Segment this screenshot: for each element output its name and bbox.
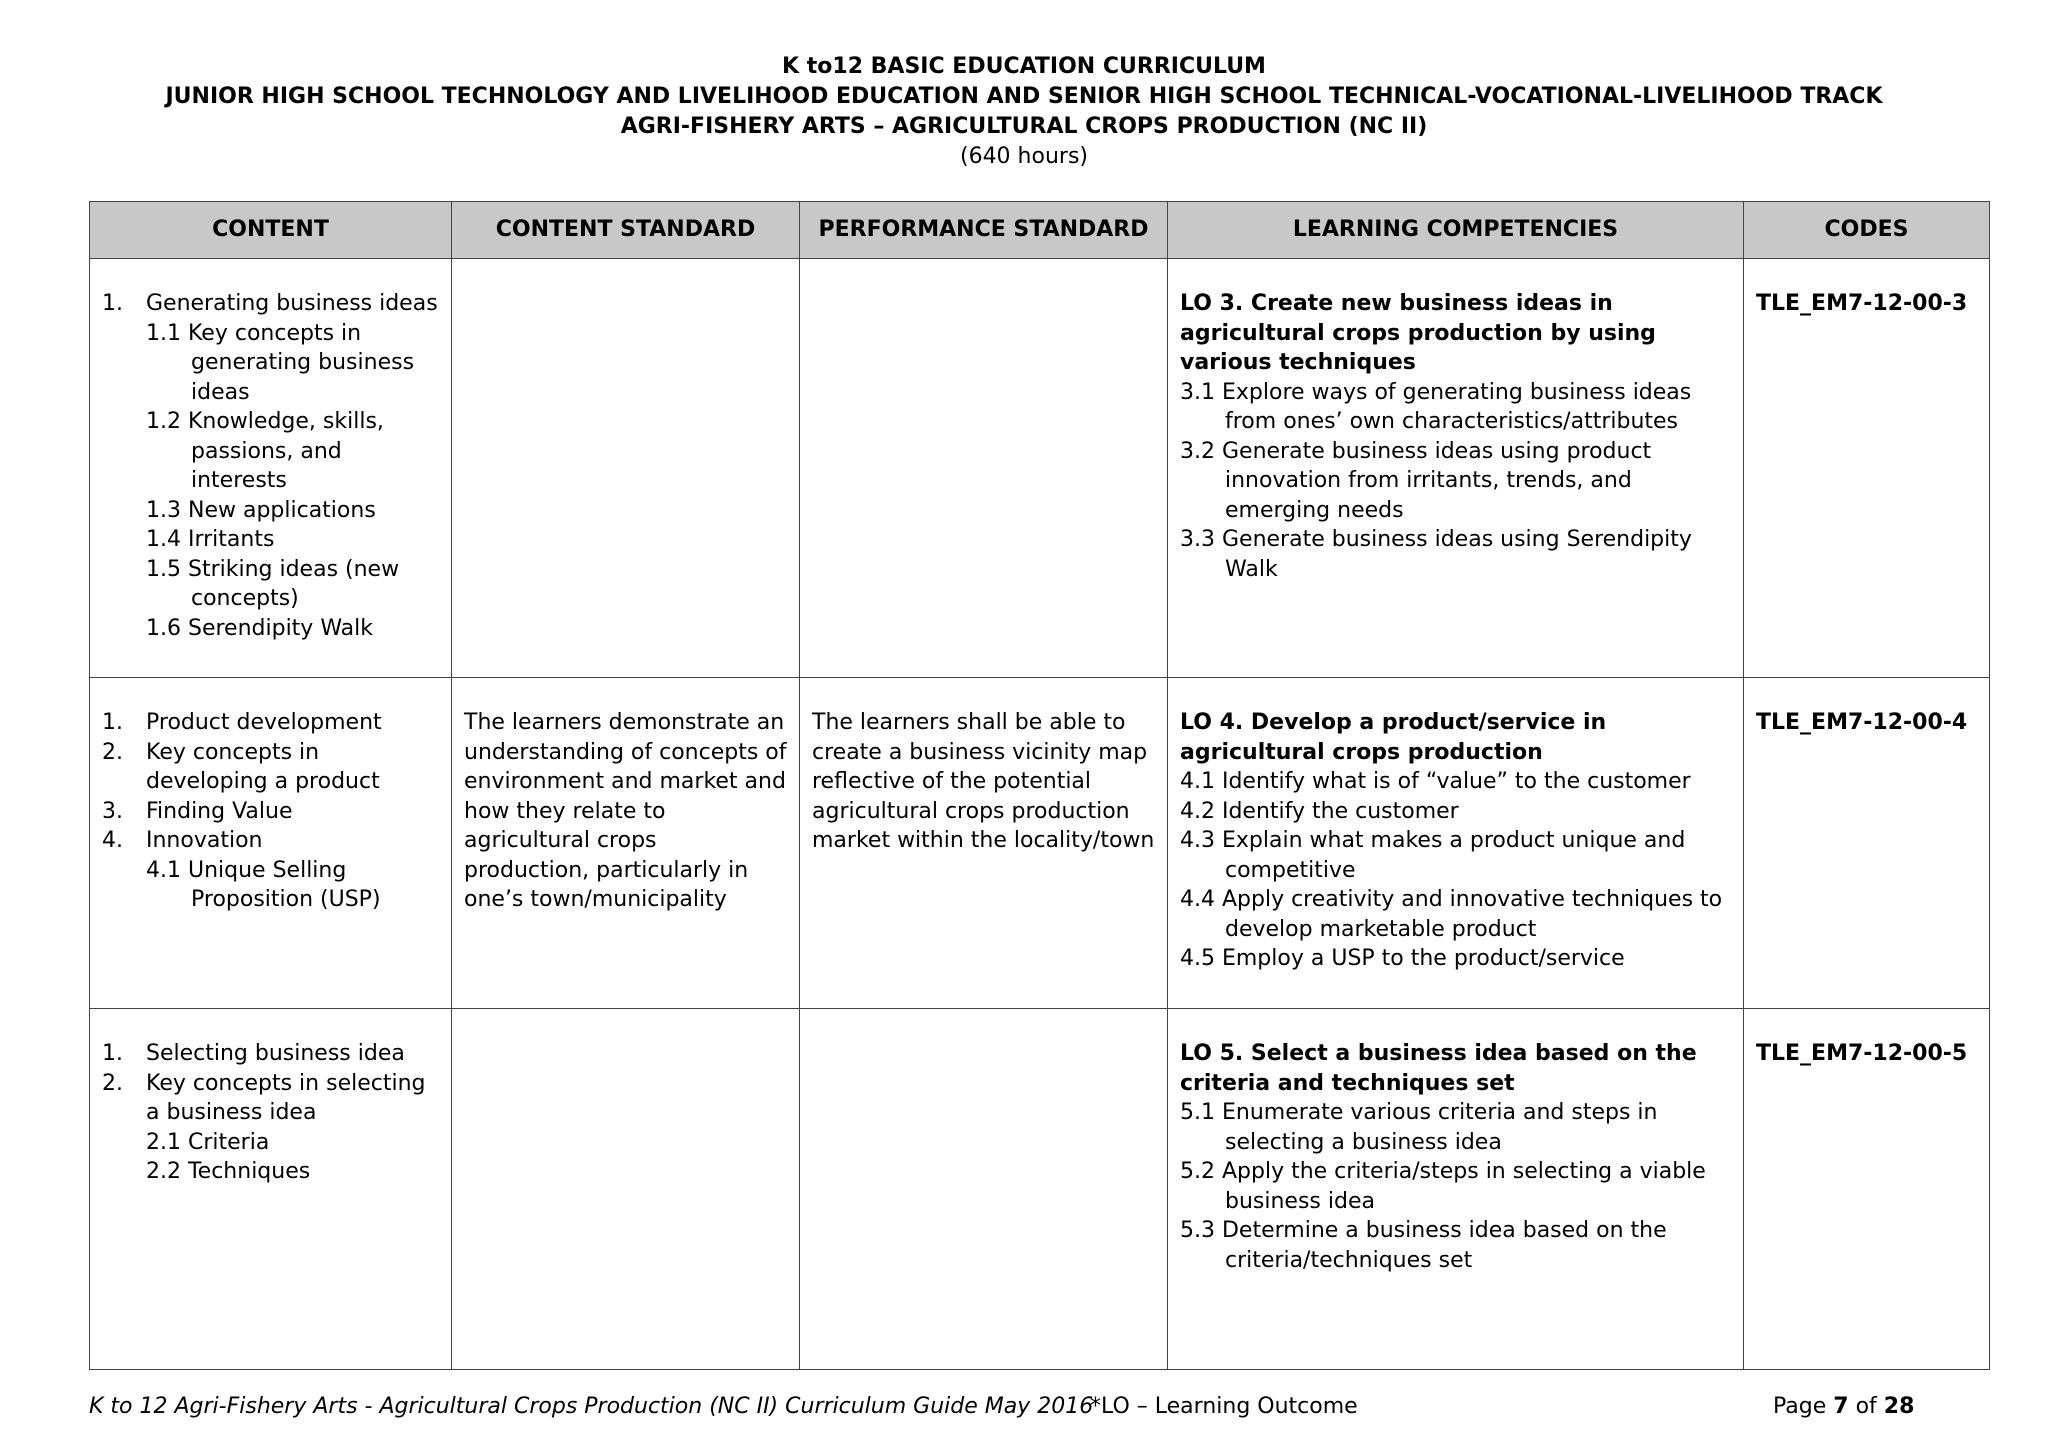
competency-item: 4.2 Identify the customer [1180,798,1459,824]
competency-item: 4.4 Apply creativity and innovative techniques to develop marketable product [1180,887,1723,942]
item-text: Key concepts in selecting a business idea [146,1070,426,1125]
content-item [102,826,439,856]
curriculum-table [89,201,1990,1370]
page-total: 28 [1883,1394,1915,1419]
content-subitem: 1.3 New applications [146,497,376,523]
learning-competencies-cell [1168,1009,1744,1370]
performance-standard-cell [800,259,1168,678]
item-text: Key concepts in developing a product [146,739,380,794]
code-cell: TLE_EM7-12-00-3 [1744,259,1990,678]
item-number: 4. [102,828,123,853]
column-header-learning-competencies: LEARNING COMPETENCIES [1168,202,1744,259]
content-item [102,1069,439,1128]
page-of: of [1855,1394,1877,1419]
learning-outcome-title: LO 5. Select a business idea based on the criteria and techniques set [1180,1041,1697,1096]
table-row [90,259,1990,678]
footer-guide-title: K to 12 Agri-Fishery Arts - Agricultural Crops Production (NC II) Curriculum Guide May 2016 [89,1394,1094,1419]
item-text: Generating business ideas [146,291,438,316]
content-subitem: 1.4 Irritants [146,527,275,552]
content-cell [90,678,452,1009]
footer-lo-note: *LO – Learning Outcome [1090,1394,1358,1419]
learning-competencies-cell [1168,678,1744,1009]
competency-item: 5.1 Enumerate various criteria and steps in selecting a business idea [1180,1100,1658,1155]
learning-outcome-title: LO 4. Develop a product/service in agricultural crops production [1180,710,1607,765]
document-header [0,52,2048,172]
curriculum-subtitle: JUNIOR HIGH SCHOOL TECHNOLOGY AND LIVELIHOOD EDUCATION AND SENIOR HIGH SCHOOL TECHNICAL-VOCATIONAL-LIVELIHOOD TRACK [165,84,1883,109]
code-cell: TLE_EM7-12-00-4 [1744,678,1990,1009]
item-number: 1. [102,710,123,735]
content-subitem: 2.1 Criteria [146,1129,270,1155]
competency-item: 3.3 Generate business ideas using Serendipity Walk [1180,527,1692,582]
competency-item: 4.3 Explain what makes a product unique and competitive [1180,828,1686,883]
competency-item: 5.2 Apply the criteria/steps in selecting a viable business idea [1180,1159,1706,1214]
competency-item: 3.1 Explore ways of generating business ideas from ones’ own characteristics/attributes [1180,379,1692,434]
item-text: Product development [146,710,382,735]
column-header-performance-standard: PERFORMANCE STANDARD [800,202,1168,259]
content-standard-cell [452,259,800,678]
item-number: 1. [102,1041,123,1066]
competency-item: 5.3 Determine a business idea based on the criteria/techniques set [1180,1218,1667,1273]
item-text: Innovation [146,828,263,853]
item-text: Finding Value [146,798,293,824]
item-number: 2. [102,739,123,765]
content-item [102,1039,439,1069]
column-header-codes: CODES [1744,202,1990,259]
competency-item: 4.1 Identify what is of “value” to the customer [1180,769,1691,794]
course-title: AGRI-FISHERY ARTS – AGRICULTURAL CROPS PRODUCTION (NC II) [620,114,1428,139]
course-hours: (640 hours) [959,144,1088,169]
content-subitem: 2.2 Techniques [146,1159,311,1184]
curriculum-title: K to12 BASIC EDUCATION CURRICULUM [782,54,1266,79]
code-cell: TLE_EM7-12-00-5 [1744,1009,1990,1370]
content-standard-cell [452,1009,800,1370]
performance-standard-cell [800,1009,1168,1370]
column-header-content: CONTENT [90,202,452,259]
item-number: 2. [102,1070,123,1096]
page-number [1773,1393,1914,1421]
content-subitem: 4.1 Unique Selling Proposition (USP) [146,857,381,912]
content-standard-cell: The learners demonstrate an understanding of concepts of environment and market and how they relate to agricultural crops production, particularly in one’s town/municipality [452,678,800,1009]
item-number: 3. [102,798,123,824]
item-text: Selecting business idea [146,1041,405,1066]
competency-item: 3.2 Generate business ideas using product innovation from irritants, trends, and emerging needs [1180,438,1652,523]
content-item [102,708,439,738]
learning-outcome-title: LO 3. Create new business ideas in agricultural crops production by using various techniques [1180,291,1656,375]
table-header-row [90,202,1990,259]
content-item [102,289,439,319]
table-row [90,678,1990,1009]
content-cell [90,259,452,678]
table-row [90,1009,1990,1370]
content-item [102,738,439,797]
column-header-content-standard: CONTENT STANDARD [452,202,800,259]
content-subitem: 1.5 Striking ideas (new concepts) [146,556,400,611]
content-cell [90,1009,452,1370]
page-prefix: Page [1773,1394,1827,1419]
content-item [102,797,439,827]
learning-competencies-cell [1168,259,1744,678]
page-current: 7 [1833,1394,1849,1419]
performance-standard-cell: The learners shall be able to create a business vicinity map reflective of the potential agricultural crops production market within the locality/town [800,678,1168,1009]
competency-item: 4.5 Employ a USP to the product/service [1180,946,1625,971]
content-subitem: 1.6 Serendipity Walk [146,615,373,641]
content-subitem: 1.2 Knowledge, skills, passions, and interests [146,409,384,493]
item-number: 1. [102,291,123,316]
content-subitem: 1.1 Key concepts in generating business ideas [146,320,415,405]
